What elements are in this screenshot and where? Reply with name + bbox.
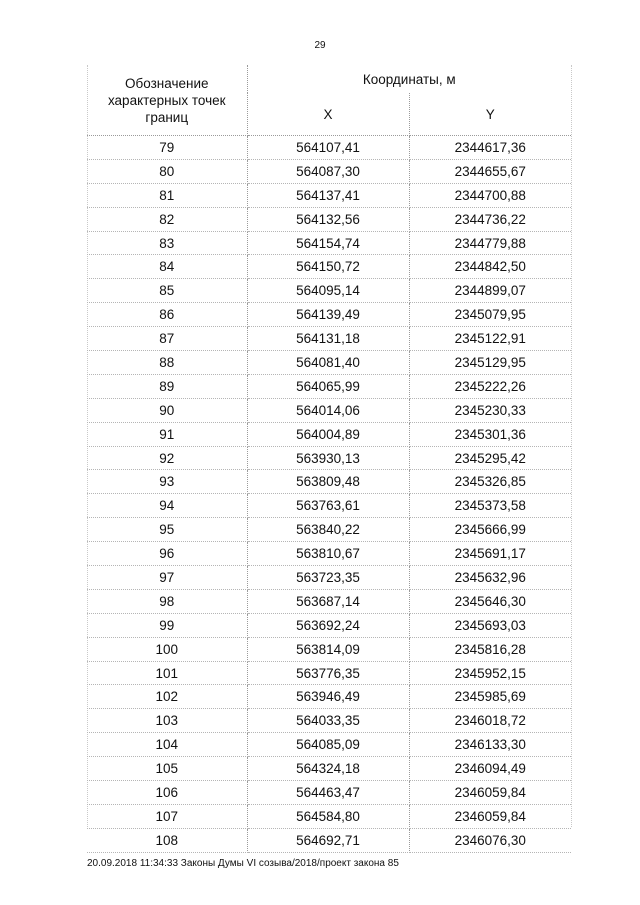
table-row: [87, 566, 571, 590]
row-point-cell: 79: [87, 136, 247, 160]
row-x-cell: 564139,49: [247, 303, 409, 327]
row-point-cell: 80: [87, 159, 247, 183]
row-point-cell: 86: [87, 303, 247, 327]
row-point-cell: 107: [87, 804, 247, 828]
row-x-cell: 564154,74: [247, 231, 409, 255]
row-x-cell: 563930,13: [247, 446, 409, 470]
row-y-cell: 2345816,28: [409, 637, 571, 661]
table-header: [87, 65, 571, 136]
row-y-cell: 2345295,42: [409, 446, 571, 470]
row-y-cell: 2346059,84: [409, 804, 571, 828]
row-y-cell: 2345632,96: [409, 566, 571, 590]
table-row: [87, 661, 571, 685]
row-y-cell: 2344842,50: [409, 255, 571, 279]
row-y-cell: 2346133,30: [409, 733, 571, 757]
row-y-cell: 2345646,30: [409, 589, 571, 613]
row-point-cell: 106: [87, 781, 247, 805]
table-row: [87, 733, 571, 757]
row-y-cell: 2345952,15: [409, 661, 571, 685]
row-y-cell: 2344736,22: [409, 207, 571, 231]
row-y-cell: 2345326,85: [409, 470, 571, 494]
row-x-cell: 564131,18: [247, 327, 409, 351]
table-row: [87, 351, 571, 375]
row-point-cell: 94: [87, 494, 247, 518]
table-right-edge: [571, 65, 572, 827]
row-x-cell: 563687,14: [247, 589, 409, 613]
table-row: [87, 446, 571, 470]
table-row: [87, 231, 571, 255]
header-x-label: X: [247, 93, 409, 136]
row-x-cell: 564004,89: [247, 422, 409, 446]
row-x-cell: 564463,47: [247, 781, 409, 805]
row-point-cell: 83: [87, 231, 247, 255]
table-row: [87, 685, 571, 709]
table-row: [87, 804, 571, 828]
row-y-cell: 2345691,17: [409, 542, 571, 566]
header-y-label: Y: [409, 93, 571, 136]
table-row: [87, 637, 571, 661]
table-row: [87, 757, 571, 781]
row-x-cell: 563723,35: [247, 566, 409, 590]
table-row: [87, 518, 571, 542]
table-row: [87, 207, 571, 231]
row-y-cell: 2345230,33: [409, 398, 571, 422]
row-y-cell: 2344655,67: [409, 159, 571, 183]
table-row: [87, 589, 571, 613]
row-y-cell: 2344700,88: [409, 183, 571, 207]
row-x-cell: 564150,72: [247, 255, 409, 279]
row-y-cell: 2345666,99: [409, 518, 571, 542]
table-row: [87, 255, 571, 279]
row-x-cell: 564085,09: [247, 733, 409, 757]
row-y-cell: 2344899,07: [409, 279, 571, 303]
row-point-cell: 91: [87, 422, 247, 446]
row-x-cell: 564107,41: [247, 136, 409, 160]
row-x-cell: 563946,49: [247, 685, 409, 709]
row-x-cell: 563692,24: [247, 613, 409, 637]
row-point-cell: 90: [87, 398, 247, 422]
row-y-cell: 2346094,49: [409, 757, 571, 781]
row-point-cell: 81: [87, 183, 247, 207]
row-y-cell: 2346076,30: [409, 828, 571, 852]
row-point-cell: 87: [87, 327, 247, 351]
row-x-cell: 564584,80: [247, 804, 409, 828]
row-point-cell: 103: [87, 709, 247, 733]
table-row: [87, 303, 571, 327]
row-x-cell: 563809,48: [247, 470, 409, 494]
footer-text: 20.09.2018 11:34:33 Законы Думы VI созыва/2018/проект закона 85: [87, 858, 399, 869]
row-point-cell: 101: [87, 661, 247, 685]
row-x-cell: 564033,35: [247, 709, 409, 733]
table-row: [87, 327, 571, 351]
row-x-cell: 563763,61: [247, 494, 409, 518]
row-x-cell: 564065,99: [247, 374, 409, 398]
row-point-cell: 96: [87, 542, 247, 566]
row-point-cell: 93: [87, 470, 247, 494]
row-point-cell: 108: [87, 828, 247, 852]
table-row: [87, 613, 571, 637]
row-y-cell: 2345129,95: [409, 351, 571, 375]
row-point-cell: 85: [87, 279, 247, 303]
row-point-cell: 82: [87, 207, 247, 231]
table-row: [87, 709, 571, 733]
row-x-cell: 564087,30: [247, 159, 409, 183]
row-point-cell: 84: [87, 255, 247, 279]
table-row: [87, 183, 571, 207]
row-y-cell: 2346059,84: [409, 781, 571, 805]
row-point-cell: 89: [87, 374, 247, 398]
row-x-cell: 564095,14: [247, 279, 409, 303]
table-row: [87, 398, 571, 422]
row-y-cell: 2345222,26: [409, 374, 571, 398]
row-x-cell: 563814,09: [247, 637, 409, 661]
row-x-cell: 564132,56: [247, 207, 409, 231]
row-point-cell: 99: [87, 613, 247, 637]
row-y-cell: 2345122,91: [409, 327, 571, 351]
header-point-label: Обозначение характерных точек границ: [87, 65, 247, 136]
row-x-cell: 563776,35: [247, 661, 409, 685]
table-row: [87, 279, 571, 303]
row-point-cell: 98: [87, 589, 247, 613]
row-point-cell: 92: [87, 446, 247, 470]
row-point-cell: 105: [87, 757, 247, 781]
row-x-cell: 563810,67: [247, 542, 409, 566]
row-y-cell: 2344617,36: [409, 136, 571, 160]
row-y-cell: 2345301,36: [409, 422, 571, 446]
table-row: [87, 422, 571, 446]
row-point-cell: 97: [87, 566, 247, 590]
row-point-cell: 104: [87, 733, 247, 757]
table-row: [87, 374, 571, 398]
row-y-cell: 2344779,88: [409, 231, 571, 255]
row-x-cell: 564081,40: [247, 351, 409, 375]
row-point-cell: 100: [87, 637, 247, 661]
row-y-cell: 2345079,95: [409, 303, 571, 327]
row-x-cell: 564692,71: [247, 828, 409, 852]
coordinates-table: [87, 65, 571, 853]
table-row: [87, 159, 571, 183]
header-coords-label: Координаты, м: [362, 71, 456, 87]
table-row: [87, 136, 571, 160]
row-x-cell: 563840,22: [247, 518, 409, 542]
row-y-cell: 2345985,69: [409, 685, 571, 709]
row-y-cell: 2346018,72: [409, 709, 571, 733]
row-y-cell: 2345693,03: [409, 613, 571, 637]
table-row: [87, 494, 571, 518]
row-x-cell: 564014,06: [247, 398, 409, 422]
table-row: [87, 781, 571, 805]
table-row: [87, 542, 571, 566]
row-point-cell: 102: [87, 685, 247, 709]
row-point-cell: 95: [87, 518, 247, 542]
row-x-cell: 564324,18: [247, 757, 409, 781]
row-x-cell: 564137,41: [247, 183, 409, 207]
row-y-cell: 2345373,58: [409, 494, 571, 518]
table-body: [87, 136, 571, 853]
table-row: [87, 828, 571, 852]
row-point-cell: 88: [87, 351, 247, 375]
page-number: 29: [314, 40, 326, 51]
table-row: [87, 470, 571, 494]
